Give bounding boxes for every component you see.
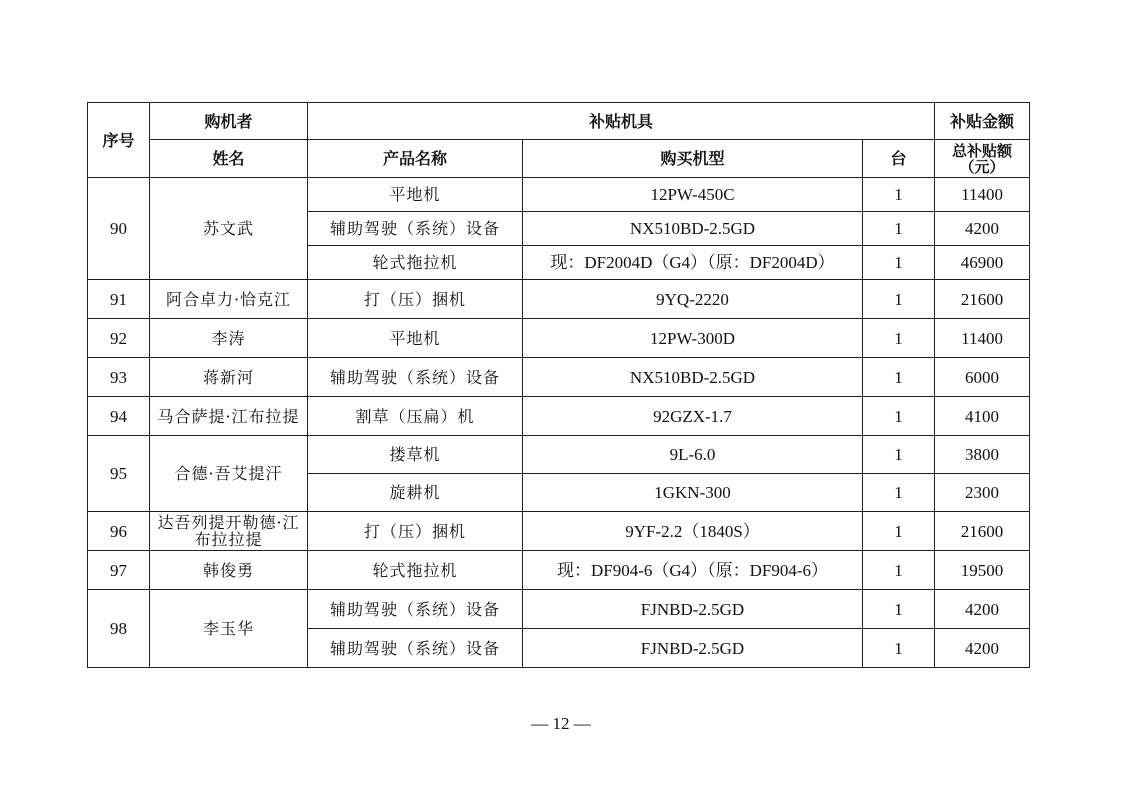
buyer-name: 李玉华	[150, 590, 308, 668]
model-name: 9L-6.0	[523, 436, 863, 474]
product-name: 辅助驾驶（系统）设备	[308, 358, 523, 397]
product-name: 轮式拖拉机	[308, 246, 523, 280]
product-name: 打（压）捆机	[308, 280, 523, 319]
unit-count: 1	[863, 280, 935, 319]
product-name: 辅助驾驶（系统）设备	[308, 590, 523, 629]
model-name: FJNBD-2.5GD	[523, 629, 863, 668]
buyer-name: 合德·吾艾提汗	[150, 436, 308, 512]
row-seq: 97	[88, 551, 150, 590]
table-row	[88, 512, 1030, 551]
header-amount: 补贴金额	[935, 103, 1030, 140]
header-buyer: 购机者	[150, 103, 308, 140]
subsidy-amount: 11400	[935, 319, 1030, 358]
product-name: 打（压）捆机	[308, 512, 523, 551]
model-name: 现：DF2004D（G4）（原：DF2004D）	[523, 246, 863, 280]
buyer-name: 蒋新河	[150, 358, 308, 397]
subsidy-table	[87, 102, 1030, 668]
subsidy-table-container	[87, 102, 1029, 668]
subsidy-amount: 21600	[935, 512, 1030, 551]
unit-count: 1	[863, 551, 935, 590]
row-seq: 96	[88, 512, 150, 551]
header-buyer-name: 姓名	[150, 140, 308, 178]
model-name: 1GKN-300	[523, 474, 863, 512]
product-name: 轮式拖拉机	[308, 551, 523, 590]
subsidy-amount: 11400	[935, 178, 1030, 212]
product-name: 搂草机	[308, 436, 523, 474]
unit-count: 1	[863, 397, 935, 436]
header-product: 产品名称	[308, 140, 523, 178]
subsidy-amount: 2300	[935, 474, 1030, 512]
row-seq: 92	[88, 319, 150, 358]
product-name: 割草（压扁）机	[308, 397, 523, 436]
model-name: 12PW-300D	[523, 319, 863, 358]
model-name: 9YF-2.2（1840S）	[523, 512, 863, 551]
product-name: 平地机	[308, 319, 523, 358]
subsidy-amount: 6000	[935, 358, 1030, 397]
buyer-name: 达吾列提开勒德·江布拉拉提	[150, 512, 308, 551]
unit-count: 1	[863, 358, 935, 397]
table-row	[88, 551, 1030, 590]
table-row	[88, 319, 1030, 358]
unit-count: 1	[863, 512, 935, 551]
model-name: 现：DF904-6（G4）（原：DF904-6）	[523, 551, 863, 590]
product-name: 辅助驾驶（系统）设备	[308, 212, 523, 246]
subsidy-amount: 4200	[935, 590, 1030, 629]
table-row	[88, 436, 1030, 474]
unit-count: 1	[863, 246, 935, 280]
subsidy-amount: 4200	[935, 629, 1030, 668]
table-row	[88, 590, 1030, 629]
row-seq: 91	[88, 280, 150, 319]
subsidy-amount: 4100	[935, 397, 1030, 436]
table-row	[88, 280, 1030, 319]
unit-count: 1	[863, 629, 935, 668]
unit-count: 1	[863, 436, 935, 474]
buyer-name: 阿合卓力·恰克江	[150, 280, 308, 319]
row-seq: 93	[88, 358, 150, 397]
table-row	[88, 358, 1030, 397]
unit-count: 1	[863, 212, 935, 246]
subsidy-amount: 19500	[935, 551, 1030, 590]
table-row	[88, 397, 1030, 436]
unit-count: 1	[863, 319, 935, 358]
model-name: NX510BD-2.5GD	[523, 212, 863, 246]
subsidy-amount: 21600	[935, 280, 1030, 319]
row-seq: 90	[88, 178, 150, 280]
header-units: 台	[863, 140, 935, 178]
unit-count: 1	[863, 474, 935, 512]
unit-count: 1	[863, 178, 935, 212]
header-machine: 补贴机具	[308, 103, 935, 140]
buyer-name: 马合萨提·江布拉提	[150, 397, 308, 436]
model-name: 9YQ-2220	[523, 280, 863, 319]
buyer-name: 李涛	[150, 319, 308, 358]
subsidy-amount: 4200	[935, 212, 1030, 246]
model-name: FJNBD-2.5GD	[523, 590, 863, 629]
product-name: 平地机	[308, 178, 523, 212]
row-seq: 94	[88, 397, 150, 436]
header-seq: 序号	[88, 103, 150, 178]
buyer-name: 苏文武	[150, 178, 308, 280]
row-seq: 98	[88, 590, 150, 668]
model-name: 92GZX-1.7	[523, 397, 863, 436]
page-number: — 12 —	[531, 714, 591, 733]
row-seq: 95	[88, 436, 150, 512]
subsidy-amount: 46900	[935, 246, 1030, 280]
model-name: 12PW-450C	[523, 178, 863, 212]
product-name: 旋耕机	[308, 474, 523, 512]
unit-count: 1	[863, 590, 935, 629]
header-total: 总补贴额（元）	[935, 140, 1030, 178]
product-name: 辅助驾驶（系统）设备	[308, 629, 523, 668]
buyer-name: 韩俊勇	[150, 551, 308, 590]
header-model: 购买机型	[523, 140, 863, 178]
subsidy-amount: 3800	[935, 436, 1030, 474]
table-row	[88, 178, 1030, 212]
model-name: NX510BD-2.5GD	[523, 358, 863, 397]
